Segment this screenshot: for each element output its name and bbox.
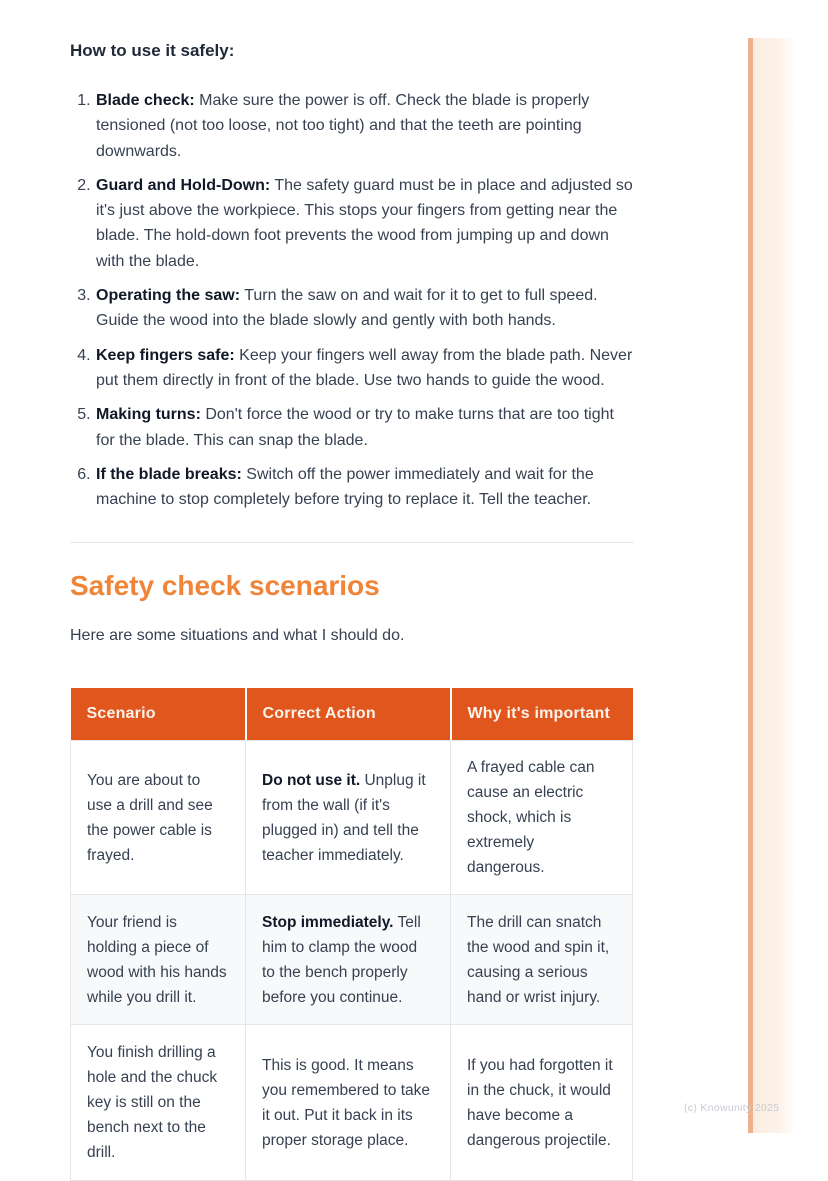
column-header-scenario: Scenario (71, 688, 246, 741)
column-header-why-important: Why it's important (451, 688, 633, 741)
action-text: Unplug it from the wall (if it's plugged in) and tell the teacher immediately. (262, 771, 426, 864)
action-lead: Do not use it. (262, 771, 361, 789)
cell-why: The drill can snatch the wood and spin it, causing a serious hand or wrist injury. (451, 895, 633, 1025)
step-lead: If the blade breaks: (96, 465, 242, 483)
step-lead: Guard and Hold-Down: (96, 176, 271, 194)
list-item (95, 173, 634, 274)
table-header-row (71, 688, 633, 741)
step-text: Make sure the power is off. Check the blade is properly tensioned (not too loose, not too tight) and that the teeth are pointing downwards. (96, 92, 590, 160)
table-row (71, 1025, 633, 1181)
cell-scenario: You are about to use a drill and see the power cable is frayed. (71, 741, 246, 895)
decorative-page-edge-fill (753, 38, 795, 1133)
action-text: This is good. It means you remembered to take it out. Put it back in its proper storage place. (262, 1056, 431, 1149)
section-heading: How to use it safely: (70, 41, 235, 60)
step-text: Turn the saw on and wait for it to get to full speed. Guide the wood into the blade slowly and gently with both hands. (96, 287, 598, 330)
step-lead: Keep fingers safe: (96, 346, 235, 364)
page-title: Safety check scenarios (70, 570, 380, 602)
step-text: Keep your fingers well away from the blade path. Never put them directly in front of the blade. Use two hands to guide the wood. (96, 346, 633, 389)
action-lead: Stop immediately. (262, 913, 394, 931)
cell-action (246, 1025, 451, 1181)
list-item (95, 283, 634, 334)
step-text: The safety guard must be in place and adjusted so it's just above the workpiece. This stops your fingers from getting near the blade. The hold-down foot prevents the wood from jumping up and down with the blade. (96, 176, 633, 270)
safety-steps-list (70, 88, 634, 512)
list-item (95, 402, 634, 453)
list-item (95, 462, 634, 513)
list-item (95, 88, 634, 164)
safety-scenarios-table (70, 688, 633, 1181)
cell-action (246, 741, 451, 895)
list-item (95, 343, 634, 394)
cell-action (246, 895, 451, 1025)
table-row (71, 895, 633, 1025)
cell-why: If you had forgotten it in the chuck, it would have become a dangerous projectile. (451, 1025, 633, 1181)
cell-why: A frayed cable can cause an electric shock, which is extremely dangerous. (451, 741, 633, 895)
copyright-watermark: (c) Knowunity 2025 (684, 1102, 780, 1114)
step-lead: Operating the saw: (96, 287, 241, 305)
cell-scenario: Your friend is holding a piece of wood with his hands while you drill it. (71, 895, 246, 1025)
table-row (71, 741, 633, 895)
intro-text: Here are some situations and what I should do. (70, 627, 405, 645)
step-text: Switch off the power immediately and wait for the machine to stop completely before trying to replace it. Tell the teacher. (96, 465, 594, 509)
section-divider (70, 542, 634, 543)
step-text: Don't force the wood or try to make turns that are too tight for the blade. This can snap the blade. (96, 406, 614, 449)
cell-scenario: You finish drilling a hole and the chuck key is still on the bench next to the drill. (71, 1025, 246, 1181)
step-lead: Blade check: (96, 92, 195, 109)
document-content (70, 40, 634, 1181)
step-lead: Making turns: (96, 406, 201, 424)
column-header-correct-action: Correct Action (246, 688, 451, 741)
action-text: Tell him to clamp the wood to the bench properly before you continue. (262, 913, 421, 1006)
